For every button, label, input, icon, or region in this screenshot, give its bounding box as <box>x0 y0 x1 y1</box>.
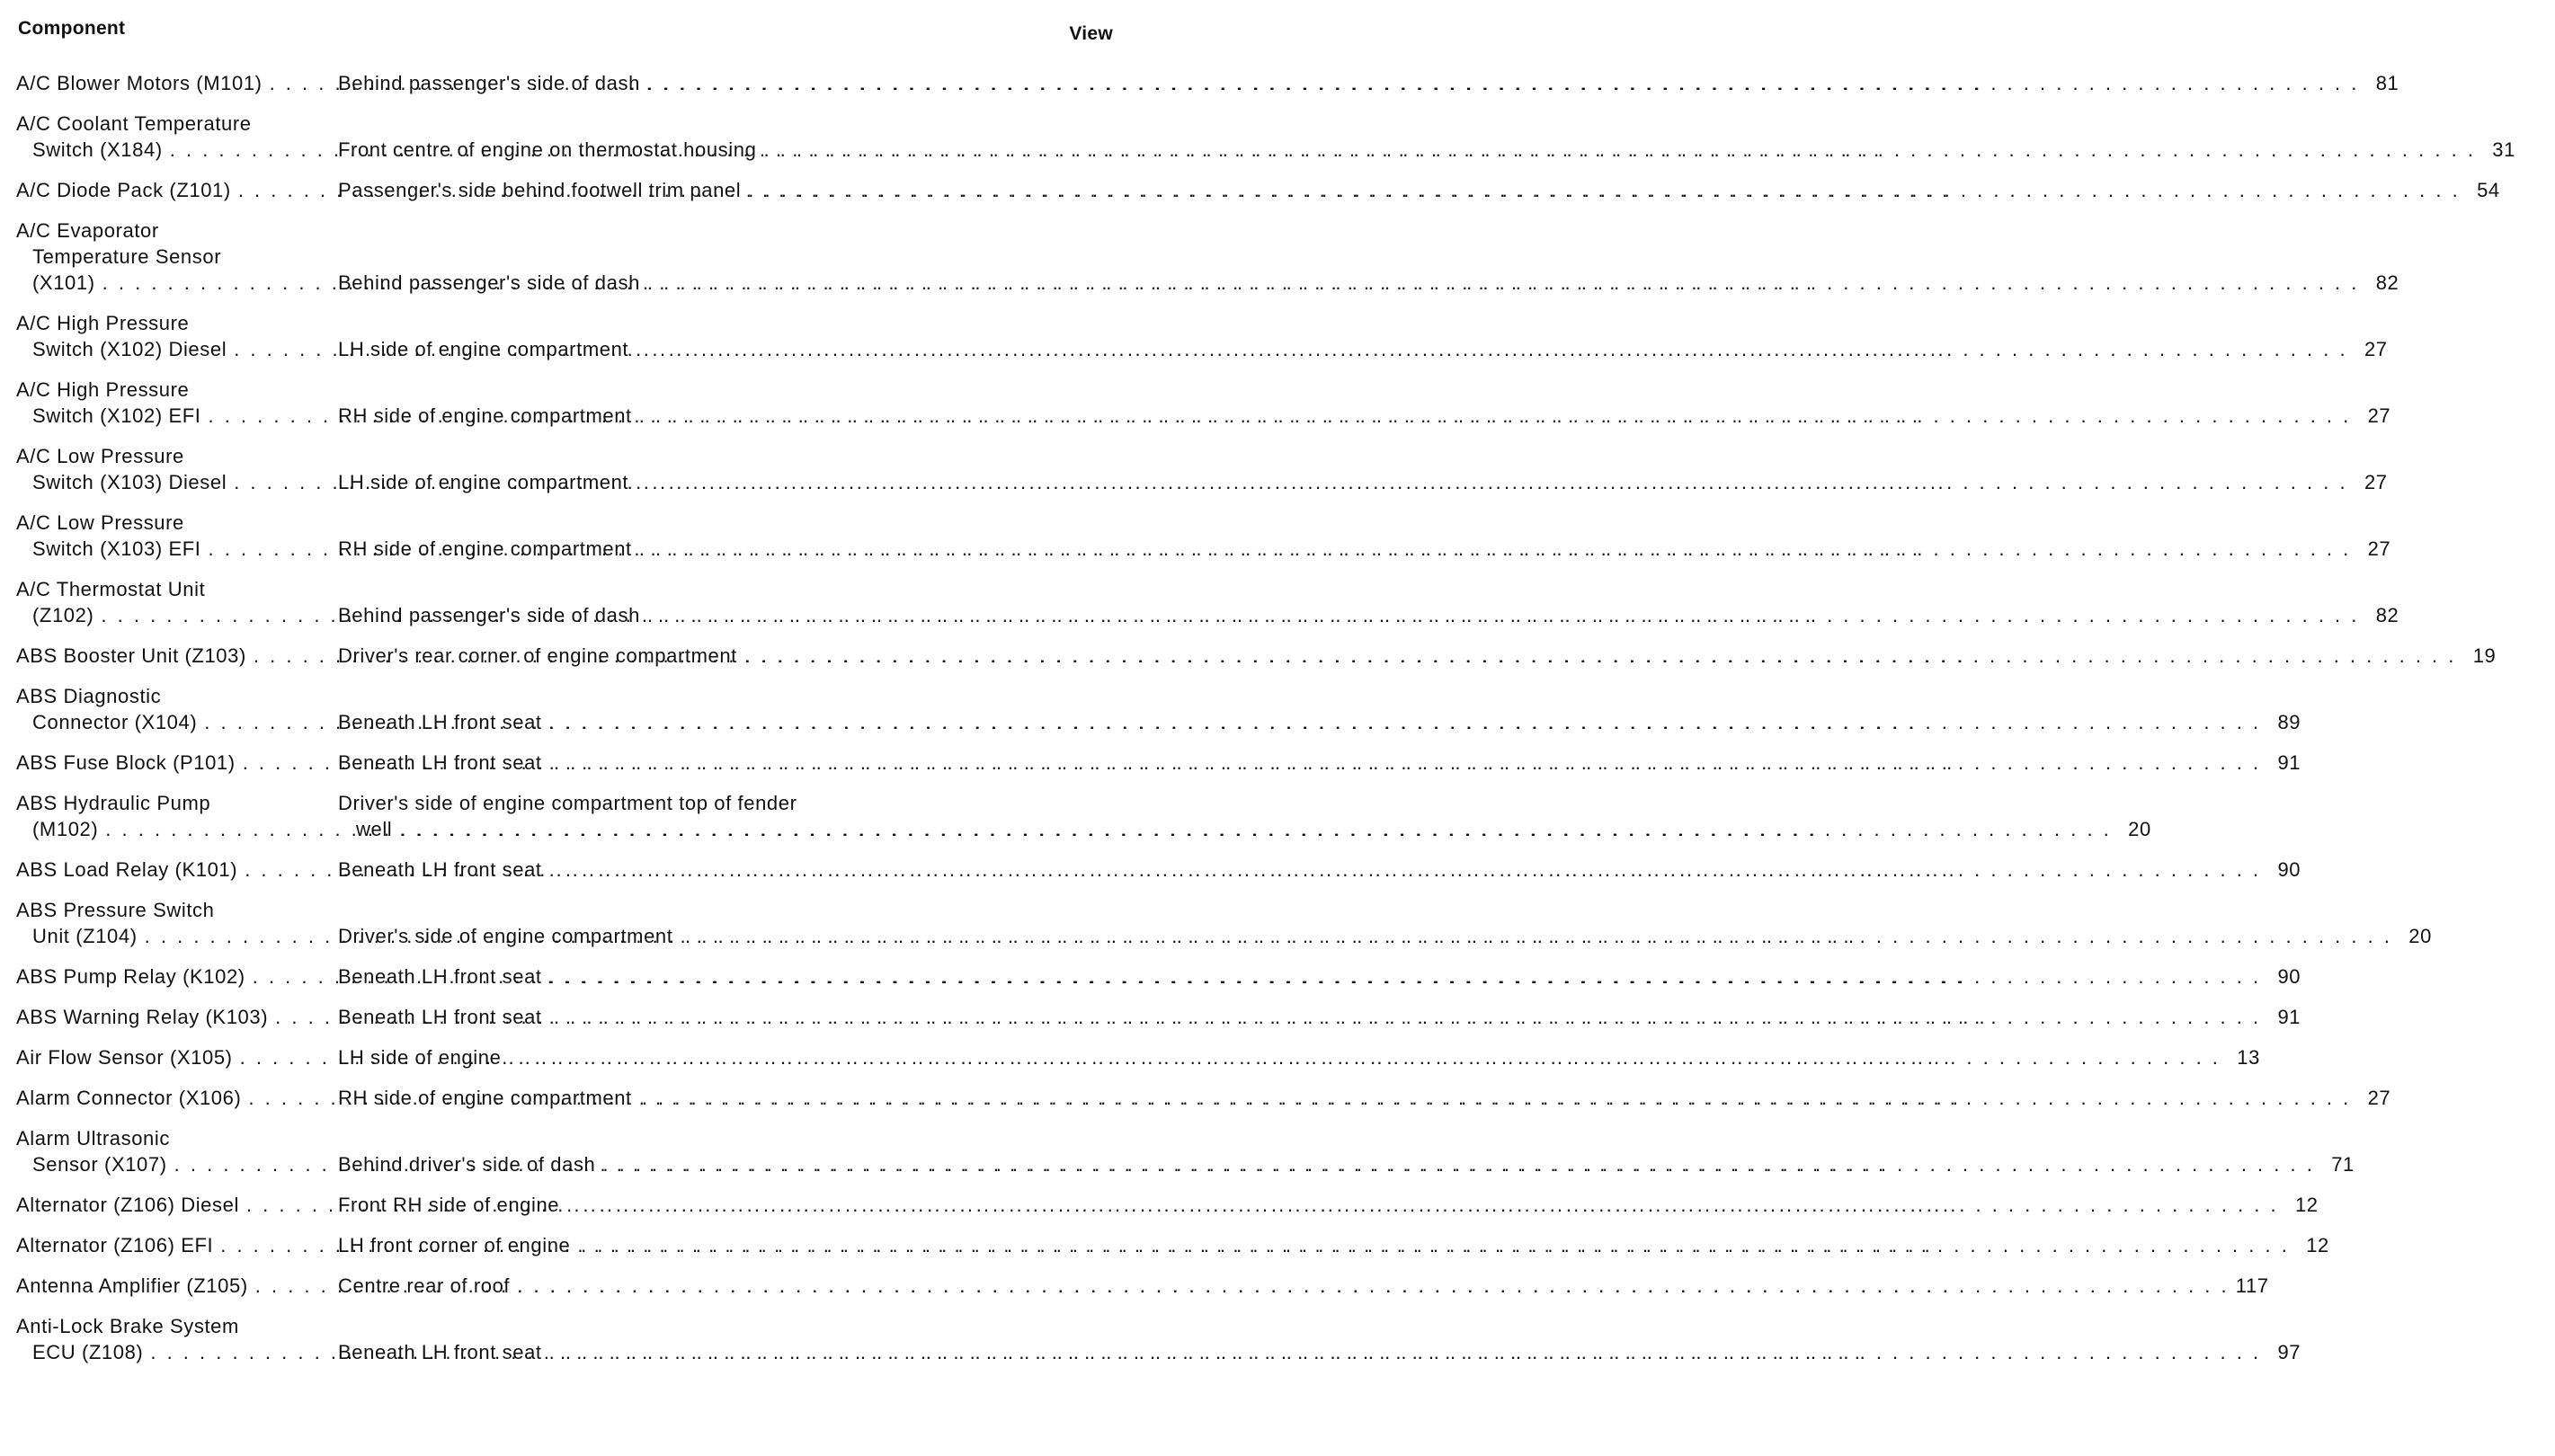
component-name-line: (X101) <box>32 271 95 294</box>
location-line: Beneath LH front seat <box>338 751 542 774</box>
component-name-line: (M102) <box>32 818 99 840</box>
dot-leader <box>636 336 2347 362</box>
list-item <box>0 790 2151 842</box>
view-number: 20 <box>2128 818 2151 840</box>
component-name-line: A/C High Pressure <box>16 378 190 401</box>
list-item <box>0 857 2301 883</box>
location-line: Behind passenger's side of dash <box>338 271 640 294</box>
component-name-line: ABS Booster Unit (Z103) <box>16 644 246 667</box>
component-location <box>338 1004 2340 1030</box>
component-location <box>338 576 2438 628</box>
component-name-line: Alarm Connector (X106) <box>16 1087 242 1109</box>
component-location <box>338 683 2340 735</box>
view-number: 27 <box>2367 537 2391 560</box>
component-location <box>338 1125 2394 1177</box>
view-number: 27 <box>2367 1087 2391 1109</box>
component-location <box>338 1085 2430 1111</box>
list-item <box>0 310 2388 362</box>
view-number: 27 <box>2367 404 2391 427</box>
component-name-line: A/C Coolant Temperature <box>16 112 252 135</box>
component-name-line: Anti-Lock Brake System <box>16 1315 239 1337</box>
view-number: 82 <box>2375 271 2399 294</box>
dot-leader <box>549 857 2261 883</box>
view-number: 27 <box>2364 471 2388 493</box>
list-item <box>0 1273 2269 1299</box>
location-line: Behind passenger's side of dash <box>338 604 640 626</box>
list-item <box>0 177 2500 203</box>
dot-leader <box>517 1273 2229 1299</box>
view-number: 13 <box>2237 1046 2260 1069</box>
dot-leader <box>549 963 2261 990</box>
component-name-line: Switch (X103) EFI <box>32 537 201 560</box>
dot-leader <box>680 923 2391 949</box>
component-name <box>0 1273 338 1299</box>
view-number: 27 <box>2364 338 2388 360</box>
location-line: RH side of engine compartment <box>338 404 632 427</box>
component-name <box>0 1125 338 1177</box>
component-name-line: A/C Low Pressure <box>16 511 184 534</box>
location-line: Driver's side of engine compartment <box>338 925 673 947</box>
dot-leader <box>639 536 2351 562</box>
component-location <box>338 790 2191 842</box>
component-location <box>338 177 2540 203</box>
location-line: RH side of engine compartment <box>338 537 632 560</box>
component-name-line: Air Flow Sensor (X105) <box>16 1046 233 1069</box>
component-name <box>0 510 338 562</box>
component-name <box>0 177 338 203</box>
dot-leader <box>566 1192 2278 1218</box>
component-location <box>338 70 2438 96</box>
component-name-line: ECU (Z108) <box>32 1341 144 1363</box>
component-location <box>338 897 2471 949</box>
location-line: LH side of engine compartment <box>338 338 629 360</box>
component-name <box>0 1192 338 1218</box>
component-name <box>0 1085 338 1111</box>
location-line: RH side of engine compartment <box>338 1087 632 1109</box>
location-line: Behind passenger's side of dash <box>338 72 640 94</box>
view-number: 90 <box>2277 965 2301 988</box>
list-item <box>0 1192 2319 1218</box>
component-name-line: ABS Fuse Block (P101) <box>16 751 236 774</box>
component-name-line: ABS Warning Relay (K103) <box>16 1006 269 1028</box>
component-name-line: Alternator (Z106) EFI <box>16 1234 214 1256</box>
list-item <box>0 576 2399 628</box>
component-name-line: Switch (X184) <box>32 138 163 161</box>
component-name-line: Switch (X102) EFI <box>32 404 201 427</box>
component-name <box>0 1313 338 1365</box>
component-location <box>338 218 2438 296</box>
component-index-list <box>0 70 2515 1380</box>
location-line: Front centre of engine on thermostat housing <box>338 138 757 161</box>
location-line: Beneath LH front seat <box>338 965 542 988</box>
location-line: Front RH side of engine <box>338 1194 560 1216</box>
component-name-line: Unit (Z104) <box>32 925 138 947</box>
component-name-line: ABS Pressure Switch <box>16 899 215 921</box>
view-number: 82 <box>2375 604 2399 626</box>
location-line: Driver's rear corner of engine compartment <box>338 644 737 667</box>
location-line: Beneath LH front seat <box>338 711 542 733</box>
list-item <box>0 1125 2355 1177</box>
component-location <box>338 1273 2309 1299</box>
dot-leader <box>549 750 2261 776</box>
component-name <box>0 1232 338 1258</box>
dot-leader <box>647 70 2359 96</box>
dot-leader <box>647 270 2359 296</box>
component-name-line: Sensor (X107) <box>32 1153 167 1176</box>
component-location <box>338 443 2427 495</box>
list-item <box>0 1232 2329 1258</box>
component-name <box>0 750 338 776</box>
list-item <box>0 443 2388 495</box>
component-name-line: A/C Diode Pack (Z101) <box>16 179 231 201</box>
component-name <box>0 1044 338 1070</box>
component-name-line: A/C Evaporator <box>16 219 159 242</box>
location-line: Beneath LH front seat <box>338 1006 542 1028</box>
list-item <box>0 377 2391 429</box>
list-item <box>0 510 2391 562</box>
component-location <box>338 1044 2300 1070</box>
component-location <box>338 1313 2340 1365</box>
component-location <box>338 857 2340 883</box>
dot-leader <box>647 602 2359 628</box>
component-name-line: A/C Thermostat Unit <box>16 578 206 600</box>
component-name-line: A/C Low Pressure <box>16 445 184 467</box>
component-name-line: Temperature Sensor <box>32 245 222 268</box>
list-item <box>0 111 2515 163</box>
component-name-line: Connector (X104) <box>32 711 198 733</box>
view-number: 91 <box>2277 751 2301 774</box>
view-number: 12 <box>2294 1194 2319 1216</box>
component-name <box>0 1004 338 1030</box>
component-name <box>0 70 338 96</box>
dot-leader <box>399 816 2111 842</box>
component-name <box>0 310 338 362</box>
list-item <box>0 1085 2391 1111</box>
component-name <box>0 377 338 429</box>
component-name <box>0 218 338 296</box>
dot-leader <box>549 1004 2261 1030</box>
dot-leader <box>763 137 2475 163</box>
view-number: 54 <box>2477 179 2500 201</box>
component-name-line: ABS Diagnostic <box>16 685 162 707</box>
list-item <box>0 1313 2301 1365</box>
component-location <box>338 643 2535 669</box>
list-item <box>0 1004 2301 1030</box>
component-name-line: Switch (X102) Diesel <box>32 338 227 360</box>
component-name <box>0 857 338 883</box>
dot-leader <box>639 403 2351 429</box>
view-number: 89 <box>2277 711 2301 733</box>
component-location <box>338 1232 2369 1258</box>
component-name <box>0 790 338 842</box>
component-name-line: Antenna Amplifier (Z105) <box>16 1274 248 1297</box>
dot-leader <box>549 709 2261 735</box>
location-line: Behind driver's side of dash <box>338 1153 596 1176</box>
component-location <box>338 510 2430 562</box>
list-item <box>0 643 2497 669</box>
view-column-header: View <box>1069 23 1113 44</box>
component-name-line: Switch (X103) Diesel <box>32 471 227 493</box>
component-name <box>0 443 338 495</box>
component-name-line: ABS Hydraulic Pump <box>16 792 211 814</box>
component-name <box>0 111 338 163</box>
view-number: 31 <box>2492 138 2515 161</box>
location-line: Beneath LH front seat <box>338 858 542 881</box>
view-number: 91 <box>2277 1006 2301 1028</box>
view-number: 117 <box>2235 1274 2269 1297</box>
component-name-line: A/C Blower Motors (M101) <box>16 72 263 94</box>
location-line: Passenger's side behind footwell trim panel <box>338 179 742 201</box>
component-name-line: ABS Pump Relay (K102) <box>16 965 245 988</box>
component-name-line: Alternator (Z106) Diesel <box>16 1194 239 1216</box>
component-location <box>338 1192 2358 1218</box>
location-line: Centre rear of roof <box>338 1274 511 1297</box>
component-column-header: Component <box>18 18 126 39</box>
view-number: 20 <box>2408 925 2432 947</box>
component-name-line: (Z102) <box>32 604 94 626</box>
component-name-line: Alarm Ultrasonic <box>16 1127 170 1150</box>
view-number: 97 <box>2277 1341 2301 1363</box>
dot-leader <box>577 1232 2289 1258</box>
dot-leader <box>748 177 2460 203</box>
component-name <box>0 963 338 990</box>
component-location <box>338 750 2340 776</box>
list-item <box>0 963 2301 990</box>
location-line: Driver's side of engine compartment top of fender <box>338 792 797 814</box>
location-line: LH side of engine compartment <box>338 471 629 493</box>
list-item <box>0 218 2399 296</box>
view-number: 19 <box>2472 644 2497 667</box>
component-location <box>338 963 2340 990</box>
list-item <box>0 897 2432 949</box>
component-location <box>338 310 2427 362</box>
component-name-line: A/C High Pressure <box>16 312 190 334</box>
component-name <box>0 576 338 628</box>
component-name <box>0 683 338 735</box>
view-number: 81 <box>2375 72 2399 94</box>
location-line: Beneath LH front seat <box>338 1341 542 1363</box>
dot-leader <box>639 1085 2351 1111</box>
dot-leader <box>744 643 2456 669</box>
dot-leader <box>602 1151 2314 1177</box>
dot-leader <box>508 1044 2220 1070</box>
location-line: LH side of engine <box>338 1046 502 1069</box>
dot-leader <box>549 1339 2261 1365</box>
location-line: LH front corner of engine <box>338 1234 571 1256</box>
view-number: 71 <box>2331 1153 2355 1176</box>
dot-leader <box>636 469 2347 495</box>
component-location <box>338 111 2555 163</box>
list-item <box>0 70 2399 96</box>
list-item <box>0 1044 2260 1070</box>
list-item <box>0 683 2301 735</box>
location-line: well <box>356 818 393 840</box>
list-item <box>0 750 2301 776</box>
view-number: 12 <box>2306 1234 2329 1256</box>
component-name <box>0 643 338 669</box>
component-location <box>338 377 2430 429</box>
component-name-line: ABS Load Relay (K101) <box>16 858 238 881</box>
component-name <box>0 897 338 949</box>
view-number: 90 <box>2277 858 2301 881</box>
